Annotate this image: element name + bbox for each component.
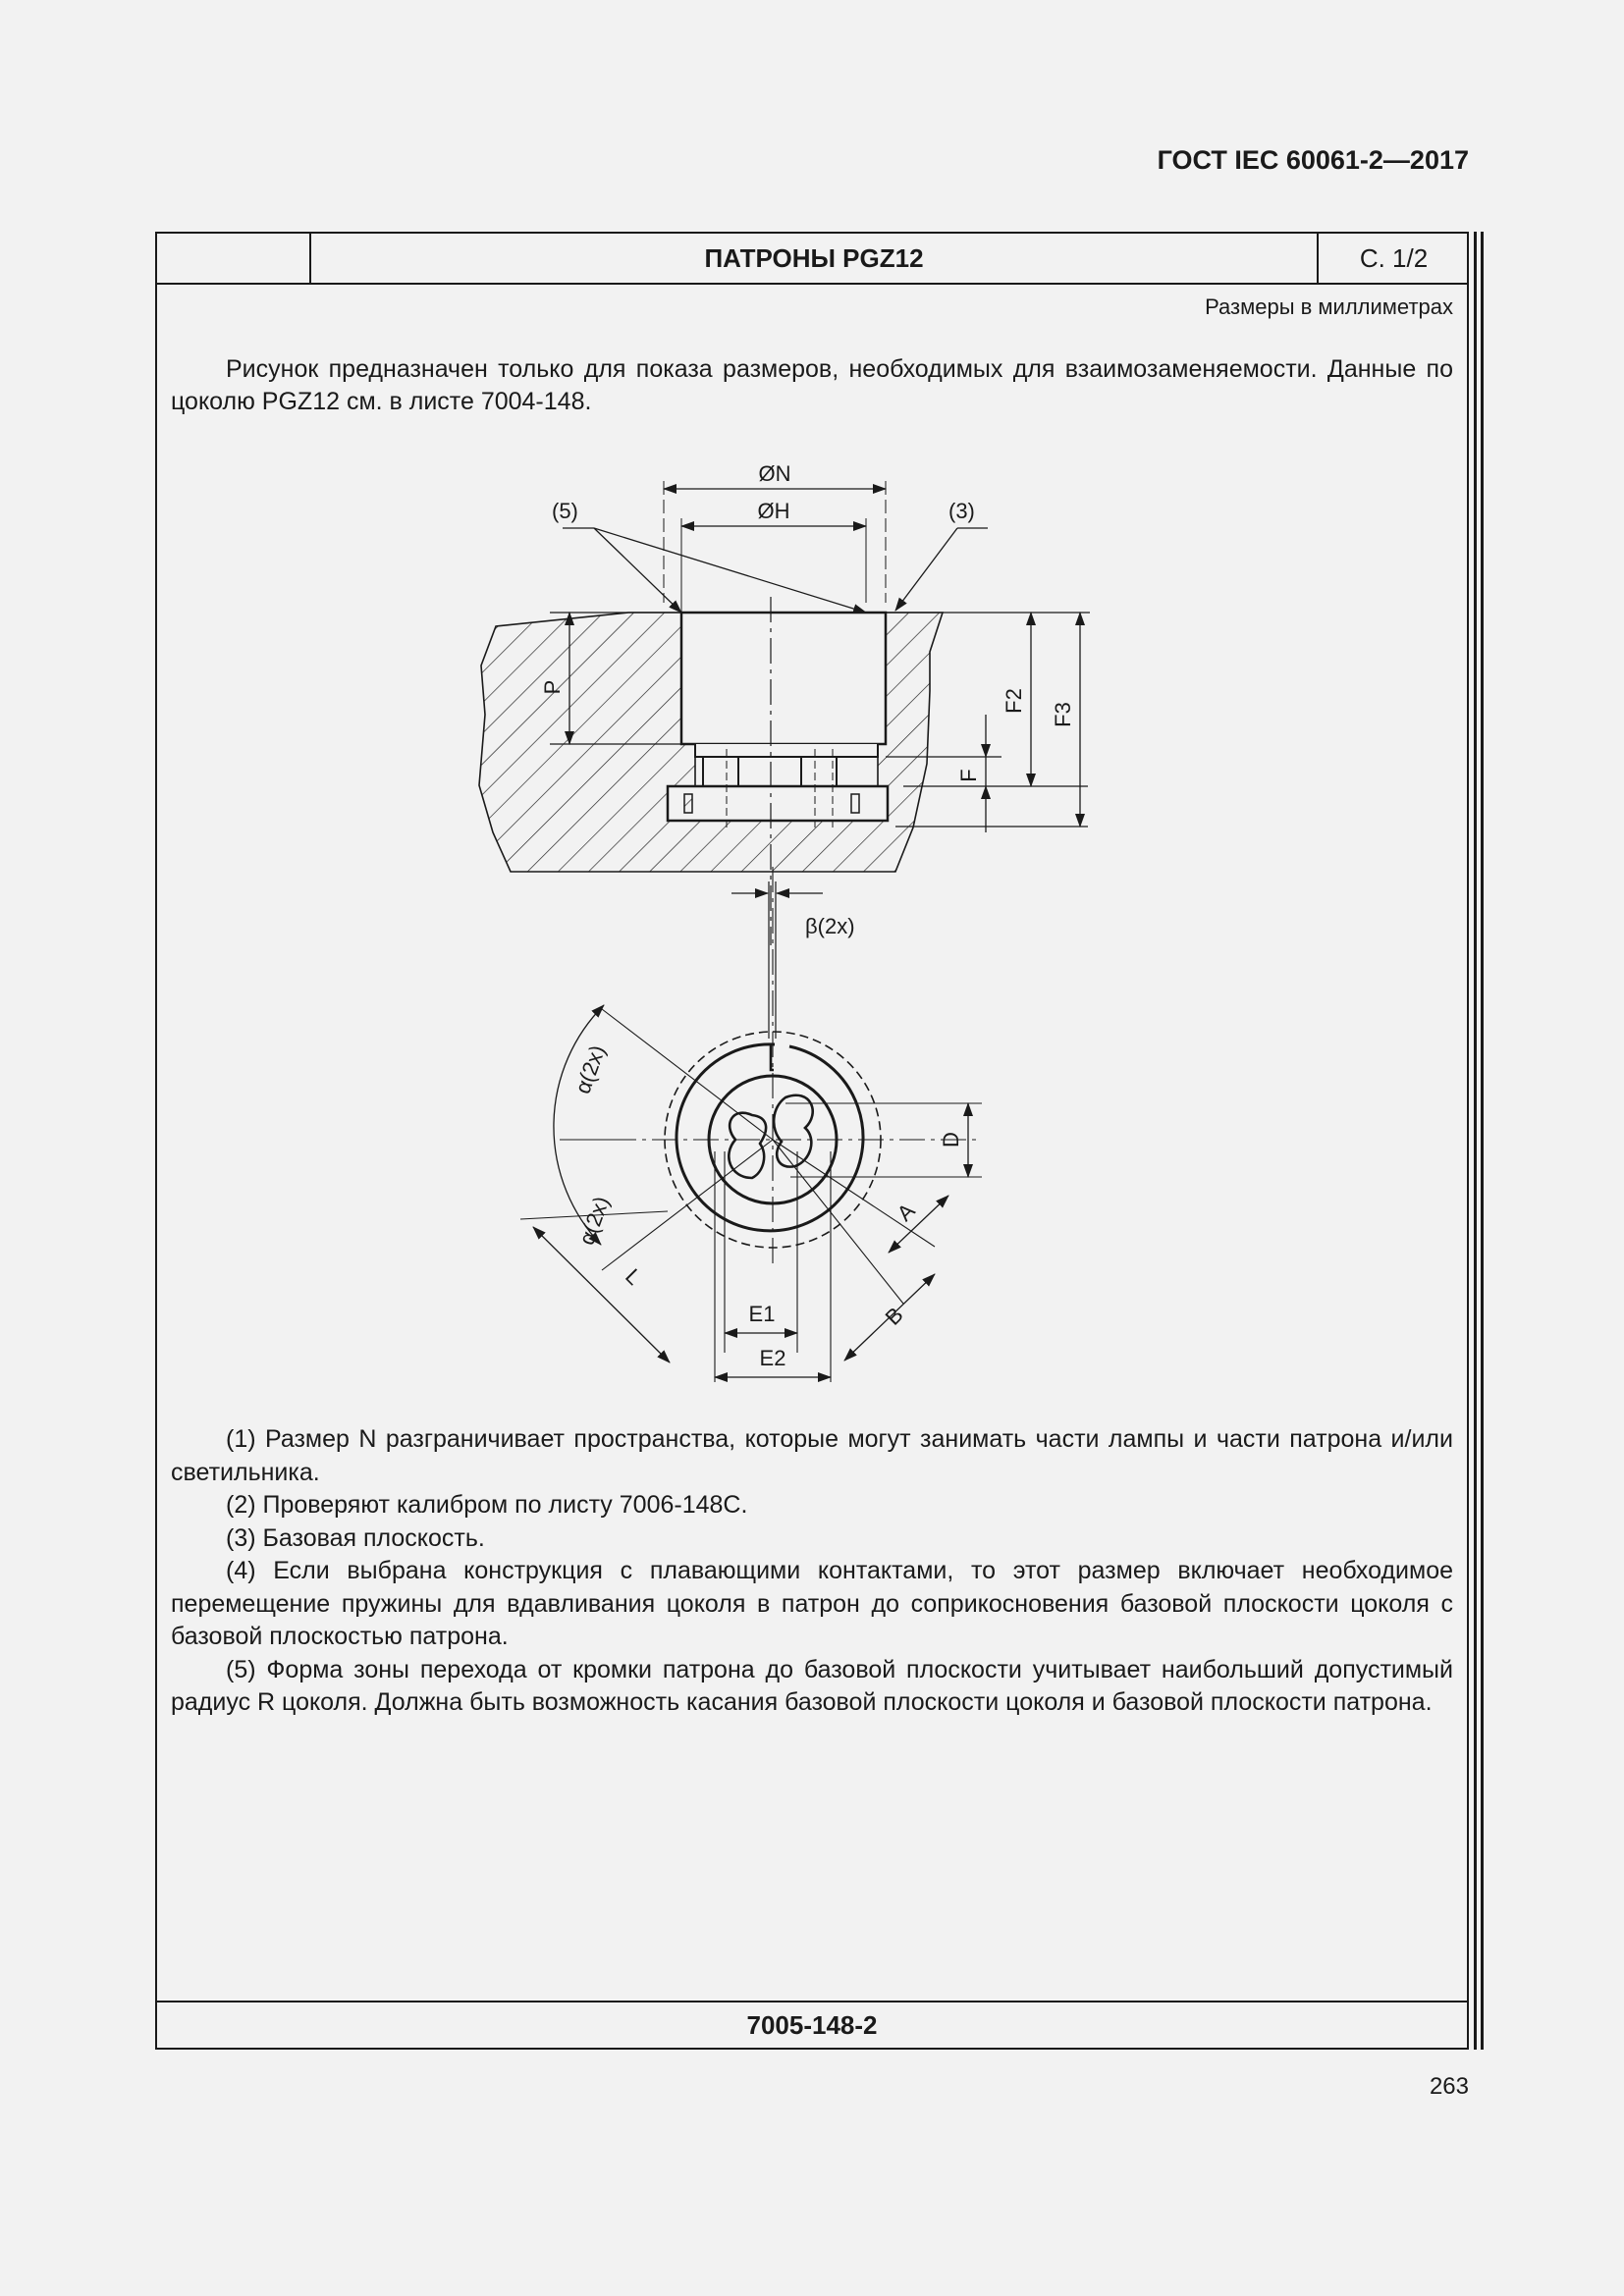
standard-code: ГОСТ IEC 60061-2—2017 (1157, 145, 1469, 175)
alpha-ref (602, 1140, 773, 1270)
page-number: 263 (1429, 2073, 1469, 2100)
label-f3: F3 (1051, 702, 1075, 727)
note: (4) Если выбрана конструкция с плавающими контактами, то этот размер включает необходимое перемещение пружины для вдавливания цоколя в патрон до соприкосновения базовой плоскости цоколя с базовой плоскостью патрона. (171, 1557, 1453, 1650)
note: (5) Форма зоны перехода от кромки патрона до базовой плоскости учитывает наибольший допустимый радиус R цоколя. Должна быть возможность касания базовой плоскости цоколя и базовой плоскости патрона. (171, 1655, 1453, 1716)
label-b: B (880, 1302, 908, 1330)
l-dimension (533, 1227, 670, 1362)
alpha-ref (602, 1009, 773, 1140)
label-note-3: (3) (948, 499, 975, 523)
label-beta: β(2x) (805, 914, 855, 938)
note: (1) Размер N разграничивает пространства, которые могут занимать части лампы и части патрона и/или светильника. (171, 1425, 1453, 1486)
pin-left (729, 1113, 766, 1178)
note: (3) Базовая плоскость. (226, 1523, 485, 1552)
leader-5 (594, 528, 681, 613)
contact-left (684, 794, 692, 813)
label-f2: F2 (1001, 688, 1026, 714)
notes (171, 1423, 1453, 1720)
pin-right (774, 1095, 813, 1167)
label-n: ØN (758, 461, 791, 486)
label-d: D (939, 1132, 963, 1148)
sheet-frame (155, 232, 1469, 2050)
label-l: L (621, 1263, 647, 1290)
step (695, 744, 878, 757)
label-a: A (892, 1198, 920, 1226)
label-e1: E1 (748, 1302, 776, 1326)
frame-rule (1481, 232, 1484, 2050)
sheet-title: ПАТРОНЫ PGZ12 (704, 243, 924, 273)
contact-right (851, 794, 859, 813)
label-alpha-top: α(2x) (569, 1041, 611, 1097)
label-note-5: (5) (552, 499, 578, 523)
slot-left (703, 757, 738, 786)
leader-3 (895, 528, 957, 611)
sheet-page: С. 1/2 (1359, 243, 1429, 273)
label-p: P (540, 679, 565, 695)
label-e2: E2 (759, 1346, 786, 1370)
section-view (479, 481, 1090, 945)
leader-5 (594, 528, 866, 613)
diag-ref (773, 1140, 903, 1304)
sheet-number: 7005-148-2 (746, 2010, 878, 2040)
units-note: Размеры в миллиметрах (1205, 294, 1453, 319)
label-alpha-bottom: α(2x) (573, 1193, 615, 1249)
label-h: ØH (757, 499, 790, 523)
label-f: F (956, 769, 981, 782)
slot-right (801, 757, 837, 786)
bore (681, 613, 886, 744)
technical-drawing (157, 234, 1467, 1382)
intro-paragraph: Рисунок предназначен только для показа размеров, необходимых для взаимозаменяемости. Данные по цоколю PGZ12 см. в листе 7004-148. (171, 355, 1453, 415)
frame-rule (1474, 232, 1477, 2050)
note: (2) Проверяют калибром по листу 7006-148С. (226, 1491, 748, 1519)
